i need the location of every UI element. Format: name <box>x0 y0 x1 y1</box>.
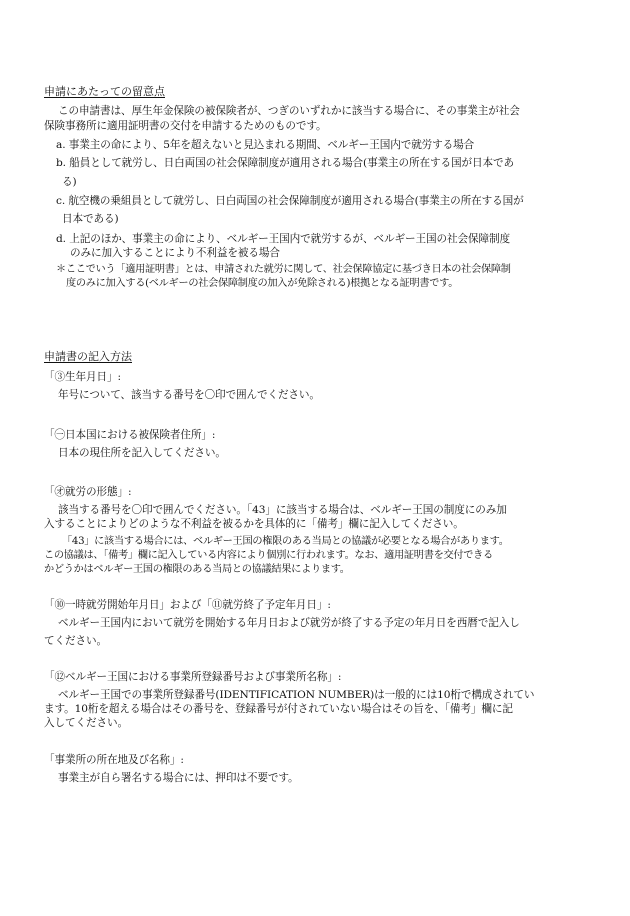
address-label: 「㊀日本国における被保険者住所」: <box>44 429 216 441</box>
birth-text: 年号について、該当する番号を〇印で囲んでください。 <box>58 389 320 401</box>
birth-label: 「③生年月日」: <box>44 371 121 383</box>
item-b-line-2: る) <box>62 176 77 188</box>
work-label: 「㋔就労の形態」: <box>44 486 132 498</box>
period-label: 「⑩一時就労開始年月日」および「⑪就労終了予定年月日」: <box>44 599 331 611</box>
office-no-text-2: ます。10桁を超える場合はその番号を、登録番号が付されていない場合はその旨を、「備考」欄に記 <box>44 703 513 715</box>
item-d-line-2: のみに加入することにより不利益を被る場合 <box>70 247 280 259</box>
work-text-3: 「43」に該当する場合には、ベルギー王国の権限のある当局との協議が必要となる場合があります。 <box>62 536 509 547</box>
work-text-2: 入することによりどのような不利益を被るかを具体的に「備考」欄に記入してください。 <box>44 518 464 530</box>
intro-line-2: 保険事務所に適用証明書の交付を申請するためのものです。 <box>44 120 327 132</box>
note-line-1: ＊ここでいう「適用証明書」とは、申請された就労に関して、社会保障協定に基づき日本の社会保障制 <box>56 264 511 275</box>
work-text-1: 該当する番号を〇印で囲んでください。「43」に該当する場合は、ベルギー王国の制度にのみ加 <box>58 504 507 516</box>
item-d-line-1: d. 上記のほか、事業主の命により、ベルギー王国内で就労するが、ベルギー王国の社会保障制度 <box>56 233 510 245</box>
office-loc-text: 事業主が自ら署名する場合には、押印は不要です。 <box>58 772 299 784</box>
note-line-2: 度のみに加入する(ベルギーの社会保障制度の加入が免除される)根拠となる証明書です。 <box>66 278 459 289</box>
item-a: a. 事業主の命により、5年を超えないと見込まれる期間、ベルギー王国内で就労する場合 <box>56 139 475 151</box>
work-text-5: かどうかはベルギー王国の権限のある当局との協議結果によります。 <box>44 564 350 575</box>
intro-line-1: この申請書は、厚生年金保険の被保険者が、つぎのいずれかに該当する場合に、その事業主が社会 <box>58 105 520 117</box>
item-c-line-1: c. 航空機の乗組員として就労し、日白両国の社会保障制度が適用される場合(事業主の所在する国が <box>56 195 524 207</box>
period-text-1: ベルギー王国内において就労を開始する年月日および就労が終了する予定の年月日を西暦で記入し <box>58 617 520 629</box>
address-text: 日本の現住所を記入してください。 <box>58 447 226 459</box>
office-no-label: 「⑫ベルギー王国における事業所登録番号および事業所名称」: <box>44 671 342 683</box>
section-title-howto: 申請書の記入方法 <box>44 350 132 363</box>
item-b-line-1: b. 船員として就労し、日白両国の社会保障制度が適用される場合(事業主の所在する国が日本であ <box>56 157 514 169</box>
office-no-text-3: 入してください。 <box>44 717 128 729</box>
item-c-line-2: 日本である) <box>62 213 119 225</box>
work-text-4: この協議は、「備考」欄に記入している内容により個別に行われます。なお、適用証明書を交付できる <box>44 550 493 561</box>
office-no-text-1: ベルギー王国での事業所登録番号(IDENTIFICATION NUMBER)は一般的には10桁で構成されてい <box>58 689 535 701</box>
period-text-2: てください。 <box>44 635 107 647</box>
office-loc-label: 「事業所の所在地及び名称」: <box>44 754 184 766</box>
section-title-notes: 申請にあたっての留意点 <box>44 85 165 98</box>
